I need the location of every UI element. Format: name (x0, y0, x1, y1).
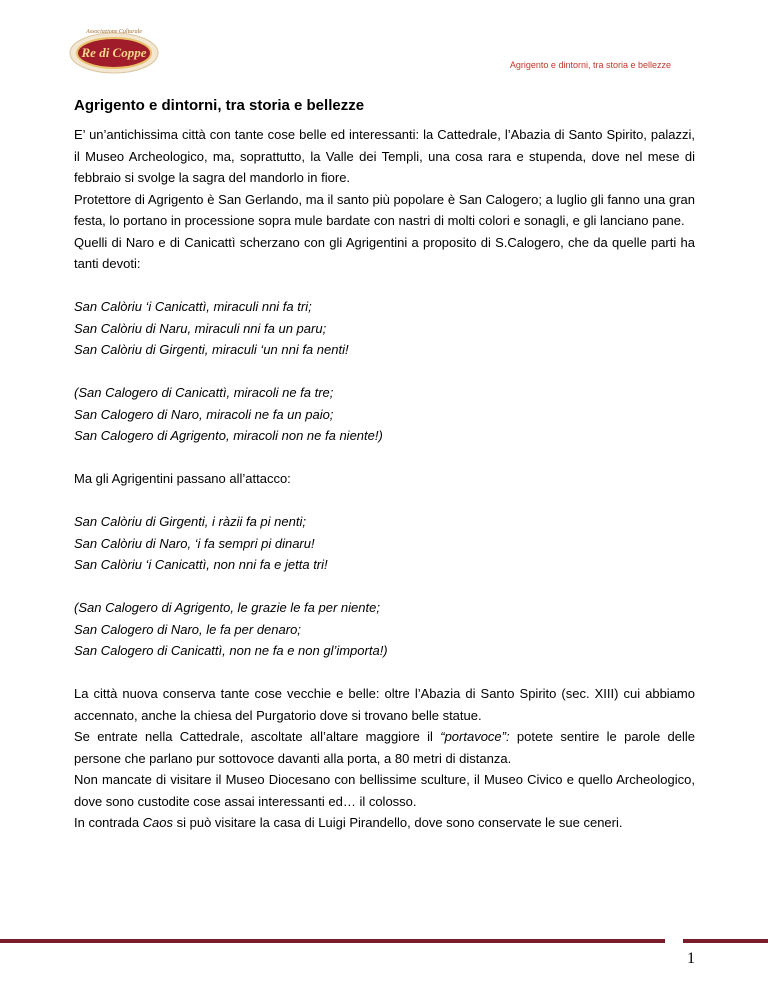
verse-line: San Calòriu di Girgenti, miraculi ‘un nni fa nenti! (74, 342, 349, 357)
verse-line: San Calòriu di Girgenti, i ràzii fa pi nenti; (74, 514, 306, 529)
running-header: Agrigento e dintorni, tra storia e bellezze (509, 60, 671, 70)
logo (66, 22, 162, 76)
document-body (74, 95, 695, 834)
text-span: Se entrate nella Cattedrale, ascoltate all’altare maggiore il (74, 729, 441, 744)
footer-rule-left (0, 939, 665, 943)
paragraph: Quelli di Naro e di Canicattì scherzano con gli Agrigentini a proposito di S.Calogero, che da quelle parti ha tanti devoti: (74, 234, 695, 271)
paragraph: E’ un’antichissima città con tante cose belle ed interessanti: la Cattedrale, l’Abazia di Santo Spirito, palazzi, il Museo Archeologico, ma, soprattutto, la Valle dei Templi, una cosa rara e stupenda, dove nel mese di febbraio si svolge la sagra del mandorlo in fiore. (74, 127, 695, 185)
footer-rule-right (683, 939, 768, 943)
paragraph (74, 812, 695, 834)
paragraph: Protettore di Agrigento è San Gerlando, ma il santo più popolare è San Calogero; a luglio gli fanno una gran festa, lo portano in processione sopra mule bardate con nastri di molti colori e sonagli, e gli lanciano pane. (74, 191, 695, 228)
italic-term: Caos (142, 815, 174, 830)
logo-badge-icon (66, 22, 162, 76)
footer-rule (0, 939, 768, 943)
paragraph: Ma gli Agrigentini passano all’attacco: (74, 471, 291, 486)
translation-line: San Calogero di Naro, le fa per denaro; (74, 621, 301, 637)
verse-line: San Calòriu di Naro, ‘i fa sempri pi dinaru! (74, 535, 315, 551)
translation-line: San Calogero di Naro, miracoli ne fa un paio; (74, 406, 334, 422)
translation-line: San Calogero di Canicattì, non ne fa e non gl’importa!) (74, 643, 388, 658)
logo-main-text: Re di Coppe (81, 45, 147, 60)
paragraph: La città nuova conserva tante cose vecchie e belle: oltre l’Abazia di Santo Spirito (sec. XIII) cui abbiamo accennato, anche la chiesa del Purgatorio dove si trovano belle statue. (74, 686, 695, 723)
verse-line: San Calòriu ‘i Canicattì, non nni fa e jetta tri! (74, 557, 328, 572)
translation-line: (San Calogero di Canicattì, miracoli ne fa tre; (74, 385, 334, 400)
italic-term: “portavoce”: (440, 729, 510, 744)
translation-line: (San Calogero di Agrigento, le grazie le fa per niente; (74, 600, 380, 615)
paragraph: Non mancate di visitare il Museo Diocesano con bellissime sculture, il Museo Civico e quello Archeologico, dove sono custodite cose assai interessanti ed… il colosso. (74, 772, 695, 809)
verse-line: San Calòriu ‘i Canicattì, miraculi nni fa tri; (74, 299, 312, 314)
paragraph (74, 726, 695, 769)
verse-line: San Calòriu di Naru, miraculi nni fa un paru; (74, 320, 327, 336)
page-title: Agrigento e dintorni, tra storia e bellezze (74, 97, 365, 114)
logo-top-text: Associazione Culturale (86, 29, 142, 35)
text-span: si può visitare la casa di Luigi Pirandello, dove sono conservate le sue ceneri. (173, 815, 623, 830)
translation-line: San Calogero di Agrigento, miracoli non ne fa niente!) (74, 428, 383, 443)
text-span: potete sentire le parole delle persone che parlano pur sottovoce davanti alla porta, a 80 metri di distanza. (74, 729, 695, 766)
page-number: 1 (687, 950, 695, 967)
text-span: In contrada (74, 815, 143, 830)
